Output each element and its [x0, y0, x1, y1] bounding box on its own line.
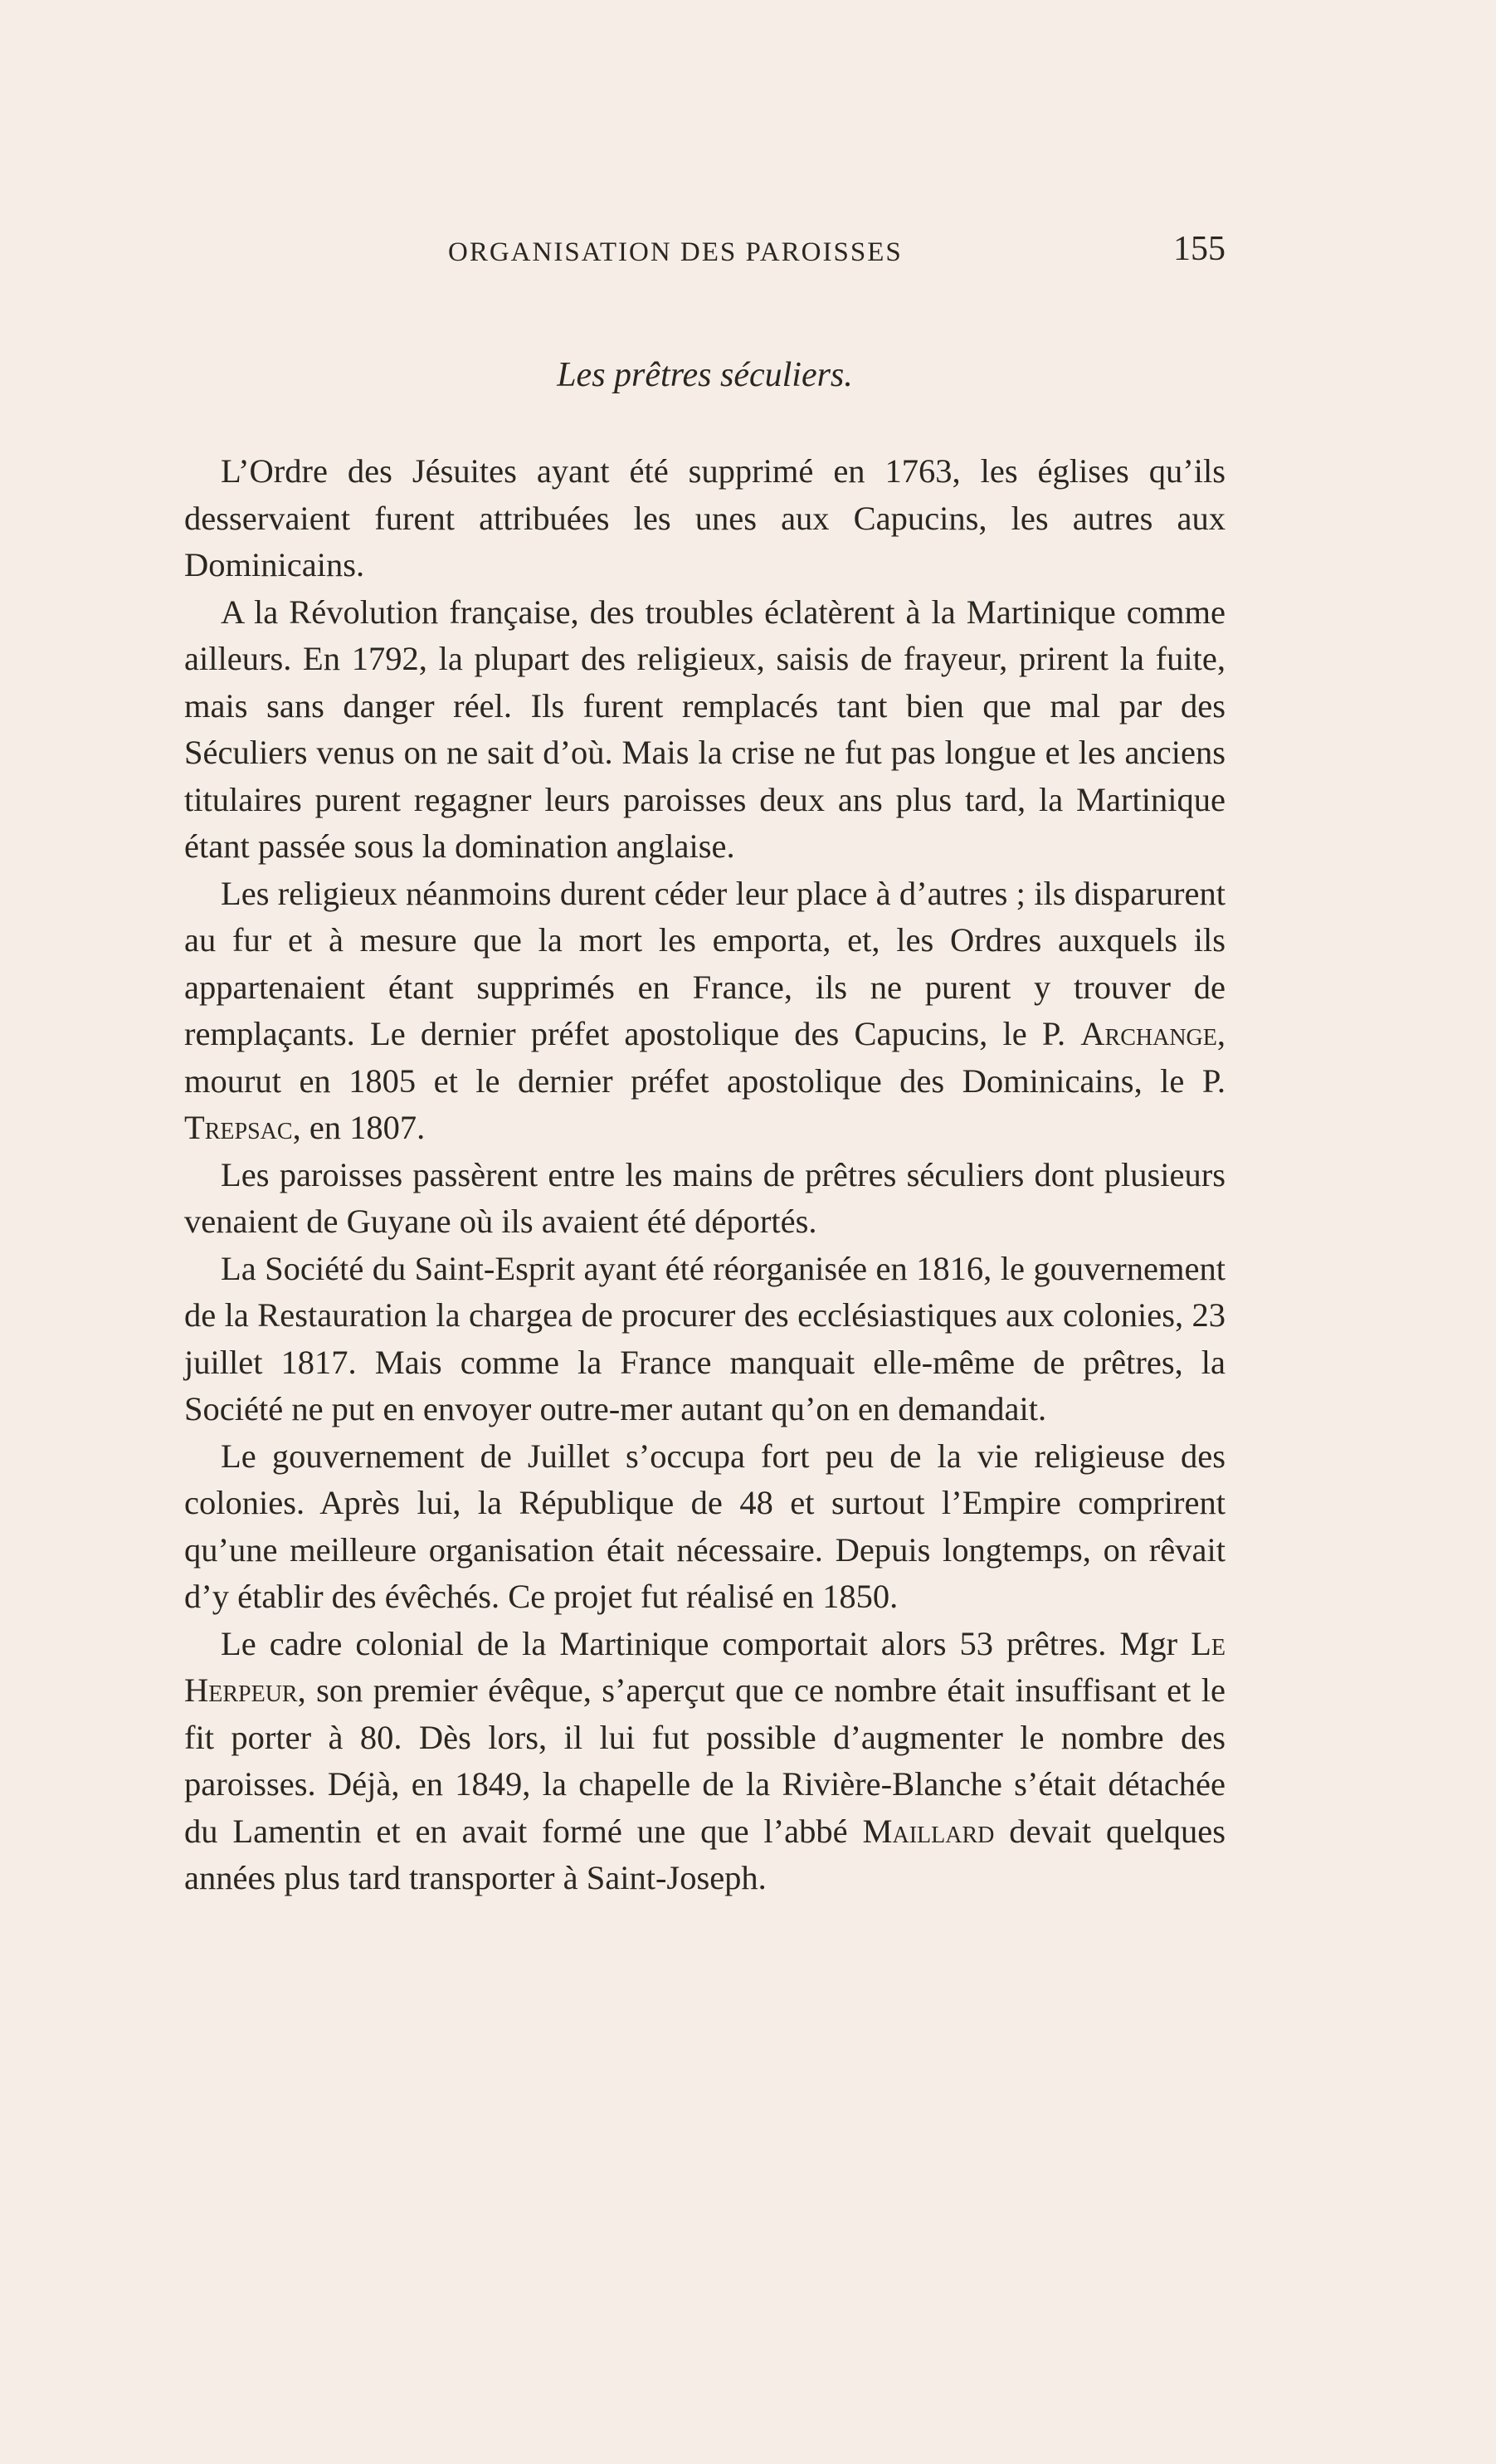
paragraph-7	[184, 1621, 1226, 1902]
person-name-archange: Archange	[1080, 1015, 1217, 1052]
header-title: ORGANISATION DES PAROISSES	[448, 237, 903, 267]
paragraph-6: Le gouvernement de Juillet s’occupa fort peu de la vie religieuse des colonies. Après lui, la République de 48 et surtout l’Empire comprirent qu’une meilleure organisation était nécessaire. Depuis longtemps, on rêvait d’y établir des évêchés. Ce projet fut réalisé en 1850.	[184, 1437, 1226, 1615]
paragraph-3-text-a: Les religieux néanmoins durent céder leur place à d’autres ; ils disparurent au fur et à mesure que la mort les emporta, et, les Ordres auxquels ils appartenaient étant supprimés en France, ils ne purent y trouver de remplaçants. Le dernier préfet apostolique des Capucins, le P.	[184, 874, 1226, 1052]
paragraph-3-text-b: , mourut en 1805 et le dernier préfet apostolique des Dominicains, le P.	[184, 1015, 1226, 1100]
page-number: 155	[1173, 230, 1226, 268]
paragraph-1: L’Ordre des Jésuites ayant été supprimé en 1763, les églises qu’ils desservaient furent attribuées les unes aux Capucins, les autres aux Dominicains.	[184, 452, 1226, 583]
person-name-maillard: Maillard	[862, 1812, 995, 1850]
paragraph-2: A la Révolution française, des troubles éclatèrent à la Martinique comme ailleurs. En 1792, la plupart des religieux, saisis de frayeur, prirent la fuite, mais sans danger réel. Ils furent remplacés tant bien que mal par des Séculiers venus on ne sait d’où. Mais la crise ne fut pas longue et les anciens titulaires purent regagner leurs paroisses deux ans plus tard, la Martinique étant passée sous la domination anglaise.	[184, 593, 1226, 865]
person-name-le-herpeur: Le Herpeur	[184, 1624, 1226, 1709]
paragraph-7-text-a: Le cadre colonial de la Martinique comportait alors 53 prêtres. Mgr	[221, 1624, 1191, 1662]
body-text	[184, 448, 1226, 1902]
paragraph-3-text-c: , en 1807.	[292, 1109, 426, 1146]
paragraph-3	[184, 871, 1226, 1152]
paragraph-7-text-c: devait quelques années plus tard transporter à Saint-Joseph.	[184, 1812, 1226, 1896]
person-name-trepsac: Trepsac	[184, 1109, 293, 1146]
section-title: Les prêtres séculiers.	[557, 356, 853, 394]
paragraph-4: Les paroisses passèrent entre les mains de prêtres séculiers dont plusieurs venaient de Guyane où ils avaient été déportés.	[184, 1155, 1226, 1240]
paragraph-7-text-b: , son premier évêque, s’aperçut que ce nombre était insuffisant et le fit porter à 80. Dès lors, il lui fut possible d’augmenter le nombre des paroisses. Déjà, en 1849, la chapelle de la Rivière-Blanche s’était détachée du Lamentin et en avait formé une que l’abbé	[184, 1671, 1226, 1850]
paragraph-5: La Société du Saint-Esprit ayant été réorganisée en 1816, le gouvernement de la Restauration la chargea de procurer des ecclésiastiques aux colonies, 23 juillet 1817. Mais comme la France manquait elle-même de prêtres, la Société ne put en envoyer outre-mer autant qu’on en demandait.	[184, 1249, 1226, 1427]
running-head	[184, 229, 1226, 279]
